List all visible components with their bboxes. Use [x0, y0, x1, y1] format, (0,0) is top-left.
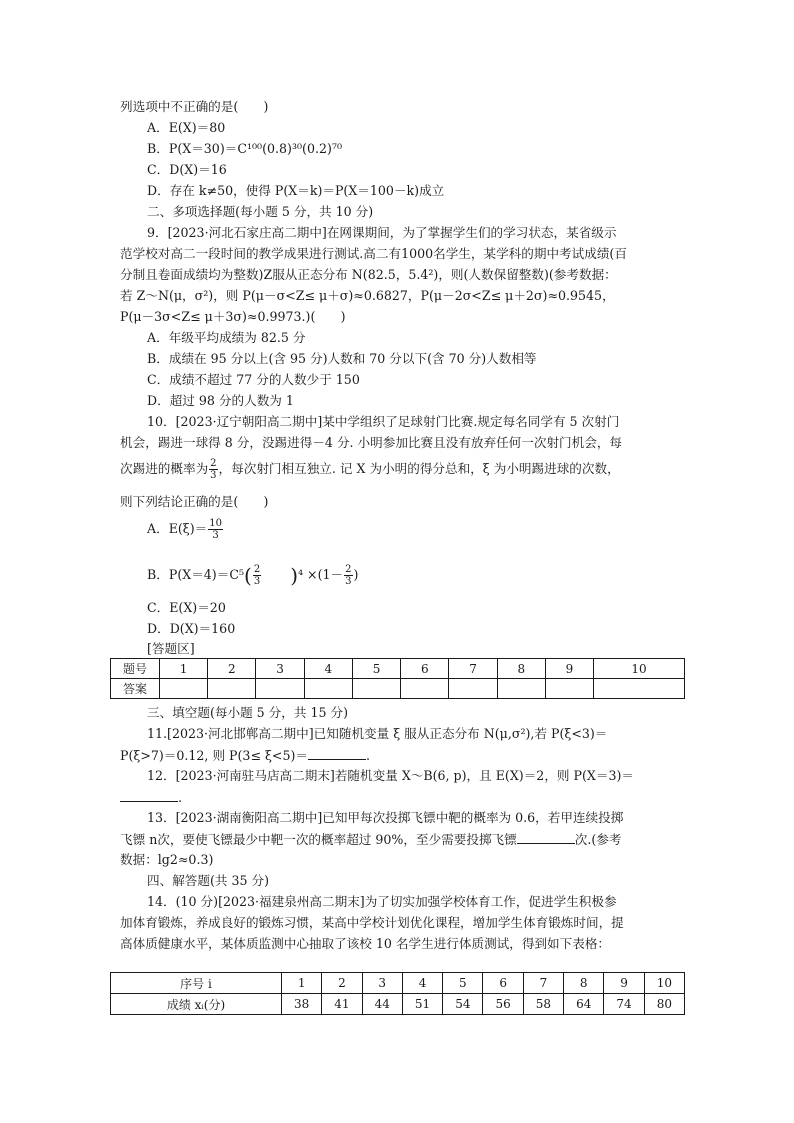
q11-line-2-b: . [366, 748, 371, 763]
q11-line-2-a: P(ξ>7)＝0.12, 则 P(3≤ ξ<5)＝ [120, 748, 309, 763]
score-table [110, 972, 685, 1015]
answer-cell[interactable] [449, 679, 497, 699]
answer-table [110, 658, 685, 699]
fraction-denominator: 3 [345, 576, 352, 587]
answer-blank[interactable] [308, 747, 366, 760]
question-number-cell: 10 [594, 659, 685, 679]
answer-table-header-number: 题号 [111, 659, 160, 679]
answer-cell[interactable] [545, 679, 593, 699]
q10-option-b-fraction [253, 564, 261, 587]
q13-line-2-b: 次.(参考 [574, 832, 622, 847]
score-table-header-index: 序号 i [111, 973, 282, 994]
q10-option-b-fraction-2 [344, 564, 352, 587]
q13-line-1: 13．[2023·湖南衡阳高二期中]已知甲每次投掷飞镖中靶的概率为 0.6，若甲连续投掷 [147, 810, 624, 825]
q8-stem-tail: 列选项中不正确的是( ) [120, 99, 269, 114]
right-paren: ) [290, 563, 298, 588]
q10-option-d: D．D(X)＝160 [147, 621, 236, 636]
table-row [111, 679, 685, 699]
q9-option-d: D．超过 98 分的人数为 1 [147, 393, 294, 408]
index-cell: 3 [362, 973, 402, 994]
section-multiple-choice-title: 二、多项选择题(每小题 5 分，共 10 分) [147, 204, 374, 219]
q10-option-b-prefix: B．P(X＝4)＝C⁵ [147, 567, 244, 582]
q9-line-2: 范学校对高二一段时间的教学成果进行测试.高二有1000名学生，某学科的期中考试成绩(百 [120, 246, 627, 261]
q9-option-c: C．成绩不超过 77 分的人数少于 150 [147, 372, 360, 387]
q10-line-3-b: ，每次射门相互独立. 记 X 为小明的得分总和，ξ 为小明踢进球的次数， [218, 461, 620, 476]
index-cell: 10 [644, 973, 684, 994]
table-row [111, 973, 685, 994]
answer-cell[interactable] [208, 679, 256, 699]
q12-line-1: 12．[2023·河南驻马店高二期末]若随机变量 X～B(6, p)，且 E(X)＝2，则 P(X＝3)＝ [147, 768, 634, 783]
q10-option-c: C．E(X)＝20 [147, 600, 226, 615]
score-cell: 38 [282, 994, 322, 1015]
score-cell: 54 [443, 994, 483, 1015]
answer-cell[interactable] [352, 679, 400, 699]
answer-blank[interactable] [120, 789, 178, 802]
q10-option-a-fraction [208, 518, 223, 541]
q12-line-2-end: . [178, 790, 183, 805]
q11-line-1: 11.[2023·河北邯郸高二期中]已知随机变量 ξ 服从正态分布 N(μ,σ²),若 P(ξ<3)＝ [147, 726, 608, 741]
question-number-cell: 5 [352, 659, 400, 679]
fraction-numerator: 2 [253, 564, 261, 575]
q8-option-c: C．D(X)＝16 [147, 162, 227, 177]
q10-option-b-mid: ⁴ ×(1－ [298, 567, 344, 582]
left-paren: ( [244, 563, 252, 588]
q10-line-2: 机会，踢进一球得 8 分，没踢进得－4 分. 小明参加比赛且没有放弃任何一次射门机会，每 [120, 435, 623, 450]
q9-option-a: A．年级平均成绩为 82.5 分 [147, 330, 306, 345]
q14-line-1: 14．(10 分)[2023·福建泉州高二期末]为了切实加强学校体育工作，促进学生积极参 [147, 894, 617, 909]
table-row [111, 659, 685, 679]
q10-option-a [147, 518, 224, 541]
index-cell: 7 [523, 973, 563, 994]
answer-area-label: [答题区] [147, 641, 195, 656]
score-cell: 74 [604, 994, 644, 1015]
q9-line-1: 9．[2023·河北石家庄高二期中]在网课期间，为了掌握学生们的学习状态，某省级示 [147, 225, 617, 240]
fraction-denominator: 3 [210, 470, 217, 481]
index-cell: 6 [483, 973, 523, 994]
index-cell: 4 [402, 973, 442, 994]
q12-line-2 [120, 789, 182, 806]
answer-cell[interactable] [304, 679, 352, 699]
q10-probability-fraction [209, 458, 217, 481]
section-fill-blank-title: 三、填空题(每小题 5 分，共 15 分) [147, 705, 349, 720]
q14-line-2: 加体育锻炼，养成良好的锻炼习惯，某高中学校计划优化课程，增加学生体育锻炼时间，提 [120, 915, 624, 930]
score-cell: 64 [564, 994, 604, 1015]
q13-line-2 [120, 831, 621, 848]
section-solution-title: 四、解答题(共 35 分) [147, 873, 270, 888]
answer-cell[interactable] [401, 679, 449, 699]
q10-line-3 [120, 458, 620, 481]
question-number-cell: 9 [545, 659, 593, 679]
q10-option-b-end: ) [353, 567, 359, 582]
answer-cell[interactable] [256, 679, 304, 699]
q8-option-d: D．存在 k≠50，使得 P(X＝k)＝P(X＝100－k)成立 [147, 183, 445, 198]
table-row [111, 994, 685, 1015]
answer-table-header-answer: 答案 [111, 679, 160, 699]
score-cell: 51 [402, 994, 442, 1015]
question-number-cell: 3 [256, 659, 304, 679]
score-cell: 80 [644, 994, 684, 1015]
q9-line-5: P(μ－3σ<Z≤ μ＋3σ)≈0.9973.)( ) [120, 309, 346, 324]
q9-line-4: 若 Z～N(μ，σ²)，则 P(μ－σ<Z≤ μ＋σ)≈0.6827，P(μ－2σ<Z≤ μ＋2σ)≈0.9545， [120, 288, 615, 303]
q9-line-3: 分制且卷面成绩均为整数)Z服从正态分布 N(82.5，5.4²)，则(人数保留整数)(参考数据： [120, 267, 617, 282]
q10-option-b [147, 564, 358, 587]
index-cell: 9 [604, 973, 644, 994]
q13-line-2-a: 飞镖 n次，要使飞镖最少中靶一次的概率超过 90%，至少需要投掷飞镖 [120, 832, 517, 847]
score-cell: 44 [362, 994, 402, 1015]
question-number-cell: 8 [497, 659, 545, 679]
index-cell: 2 [322, 973, 362, 994]
answer-blank[interactable] [517, 831, 575, 844]
question-number-cell: 7 [449, 659, 497, 679]
score-cell: 58 [523, 994, 563, 1015]
question-number-cell: 4 [304, 659, 352, 679]
score-table-header-score: 成绩 xᵢ(分) [111, 994, 282, 1015]
q9-option-b: B．成绩在 95 分以上(含 95 分)人数和 70 分以下(含 70 分)人数相等 [147, 351, 537, 366]
fraction-denominator: 3 [212, 530, 219, 541]
index-cell: 1 [282, 973, 322, 994]
index-cell: 5 [443, 973, 483, 994]
q10-line-4: 则下列结论正确的是( ) [120, 494, 269, 509]
fraction-numerator: 10 [209, 518, 222, 529]
fraction-denominator: 3 [253, 576, 261, 587]
answer-cell[interactable] [160, 679, 208, 699]
question-number-cell: 1 [160, 659, 208, 679]
q13-line-3: 数据：lg2≈0.3) [120, 852, 214, 867]
score-cell: 41 [322, 994, 362, 1015]
score-cell: 56 [483, 994, 523, 1015]
question-number-cell: 2 [208, 659, 256, 679]
q10-option-a-prefix: A．E(ξ)＝ [147, 521, 208, 536]
index-cell: 8 [564, 973, 604, 994]
q8-option-a: A．E(X)＝80 [147, 120, 226, 135]
fraction-numerator: 2 [345, 564, 352, 575]
q11-line-2 [120, 747, 370, 764]
answer-cell[interactable] [497, 679, 545, 699]
question-number-cell: 6 [401, 659, 449, 679]
answer-cell[interactable] [594, 679, 685, 699]
fraction-numerator: 2 [210, 458, 217, 469]
q10-line-3-a: 次踢进的概率为 [120, 461, 209, 476]
q8-option-b: B．P(X＝30)＝C¹⁰⁰(0.8)³⁰(0.2)⁷⁰ [147, 141, 343, 156]
q10-line-1: 10．[2023·辽宁朝阳高二期中]某中学组织了足球射门比赛.规定每名同学有 5 次射门 [147, 414, 620, 429]
q14-line-3: 高体质健康水平，某体质监测中心抽取了该校 10 名学生进行体质测试，得到如下表格： [120, 936, 611, 951]
